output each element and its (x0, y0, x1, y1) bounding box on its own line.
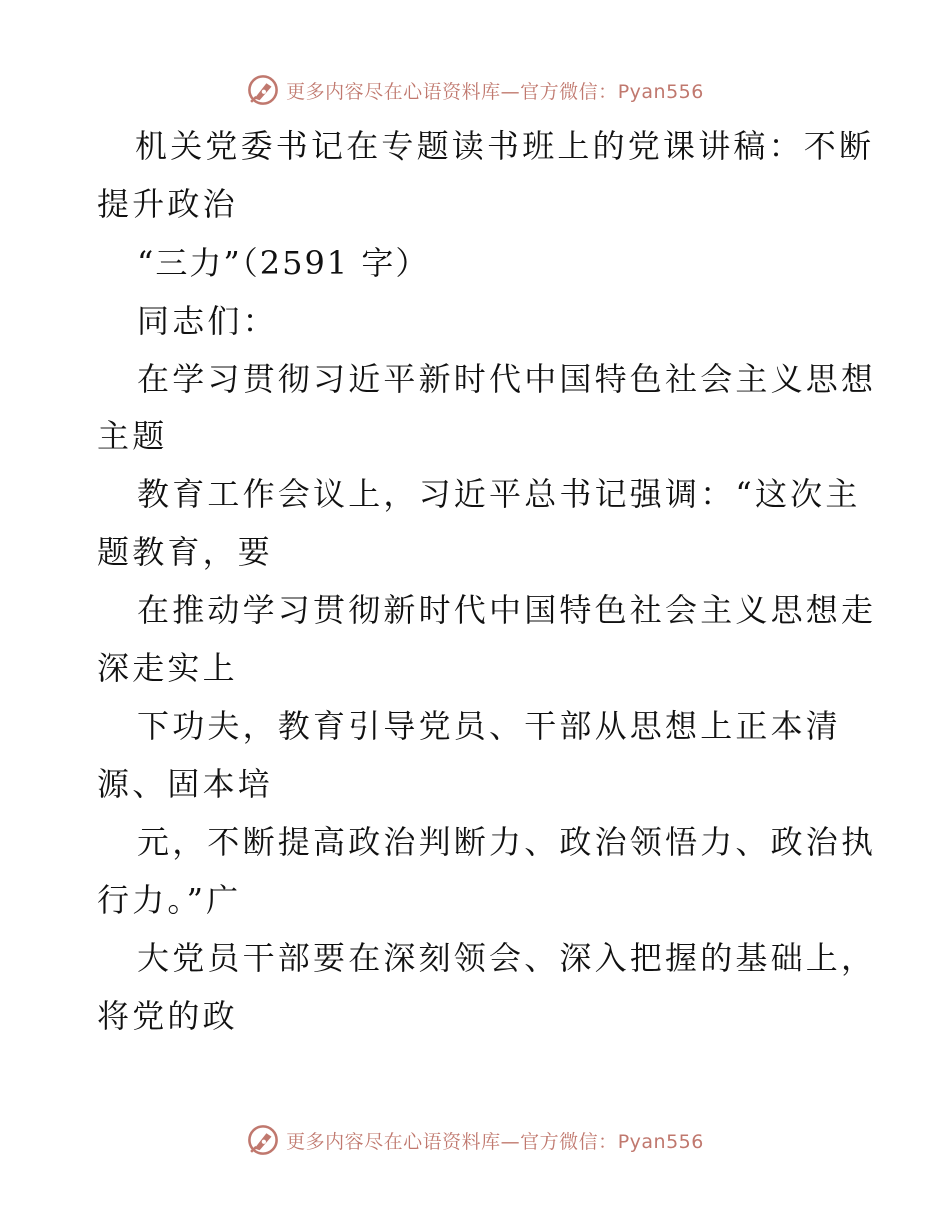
pen-nib-logo-icon (246, 1123, 280, 1157)
paragraph-line: 将党的政 (97, 997, 238, 1035)
watermark-site-text: 更多内容尽在心语资料库— (286, 1130, 521, 1153)
watermark-text (286, 1127, 704, 1154)
paragraph-line: 下功夫，教育引导党员、干部从思想上正本清 (137, 707, 842, 745)
paragraph-line: 源、固本培 (97, 765, 274, 803)
paragraph-line: 大党员干部要在深刻领会、深入把握的基础上， (137, 939, 877, 977)
watermark-wechat-label: 官方微信： (520, 1130, 618, 1153)
title-line-3: “三力”（2591 字） (137, 244, 430, 282)
paragraph-line: 在学习贯彻习近平新时代中国特色社会主义思想 (137, 360, 877, 398)
header-watermark (0, 70, 950, 110)
watermark-wechat-id: Pyan556 (617, 80, 704, 103)
paragraph-line: 深走实上 (97, 649, 238, 687)
pen-nib-logo-icon (246, 73, 280, 107)
paragraph-line: 行力。”广 (97, 881, 242, 919)
watermark-wechat-id: Pyan556 (617, 1130, 704, 1153)
watermark-text (286, 77, 704, 104)
watermark-wechat-label: 官方微信： (520, 80, 618, 103)
title-line-2: 提升政治 (97, 185, 238, 223)
title-line-1: 机关党委书记在专题读书班上的党课讲稿：不断 (135, 127, 875, 165)
footer-watermark (0, 1120, 950, 1160)
paragraph-line: 主题 (97, 417, 168, 455)
paragraph-line: 题教育，要 (97, 533, 274, 571)
salutation: 同志们： (137, 302, 278, 340)
paragraph-line: 元，不断提高政治判断力、政治领悟力、政治执 (137, 823, 877, 861)
watermark-site-text: 更多内容尽在心语资料库— (286, 80, 521, 103)
paragraph-line: 在推动学习贯彻新时代中国特色社会主义思想走 (137, 591, 877, 629)
paragraph-line: 教育工作会议上，习近平总书记强调：“这次主 (137, 475, 861, 513)
